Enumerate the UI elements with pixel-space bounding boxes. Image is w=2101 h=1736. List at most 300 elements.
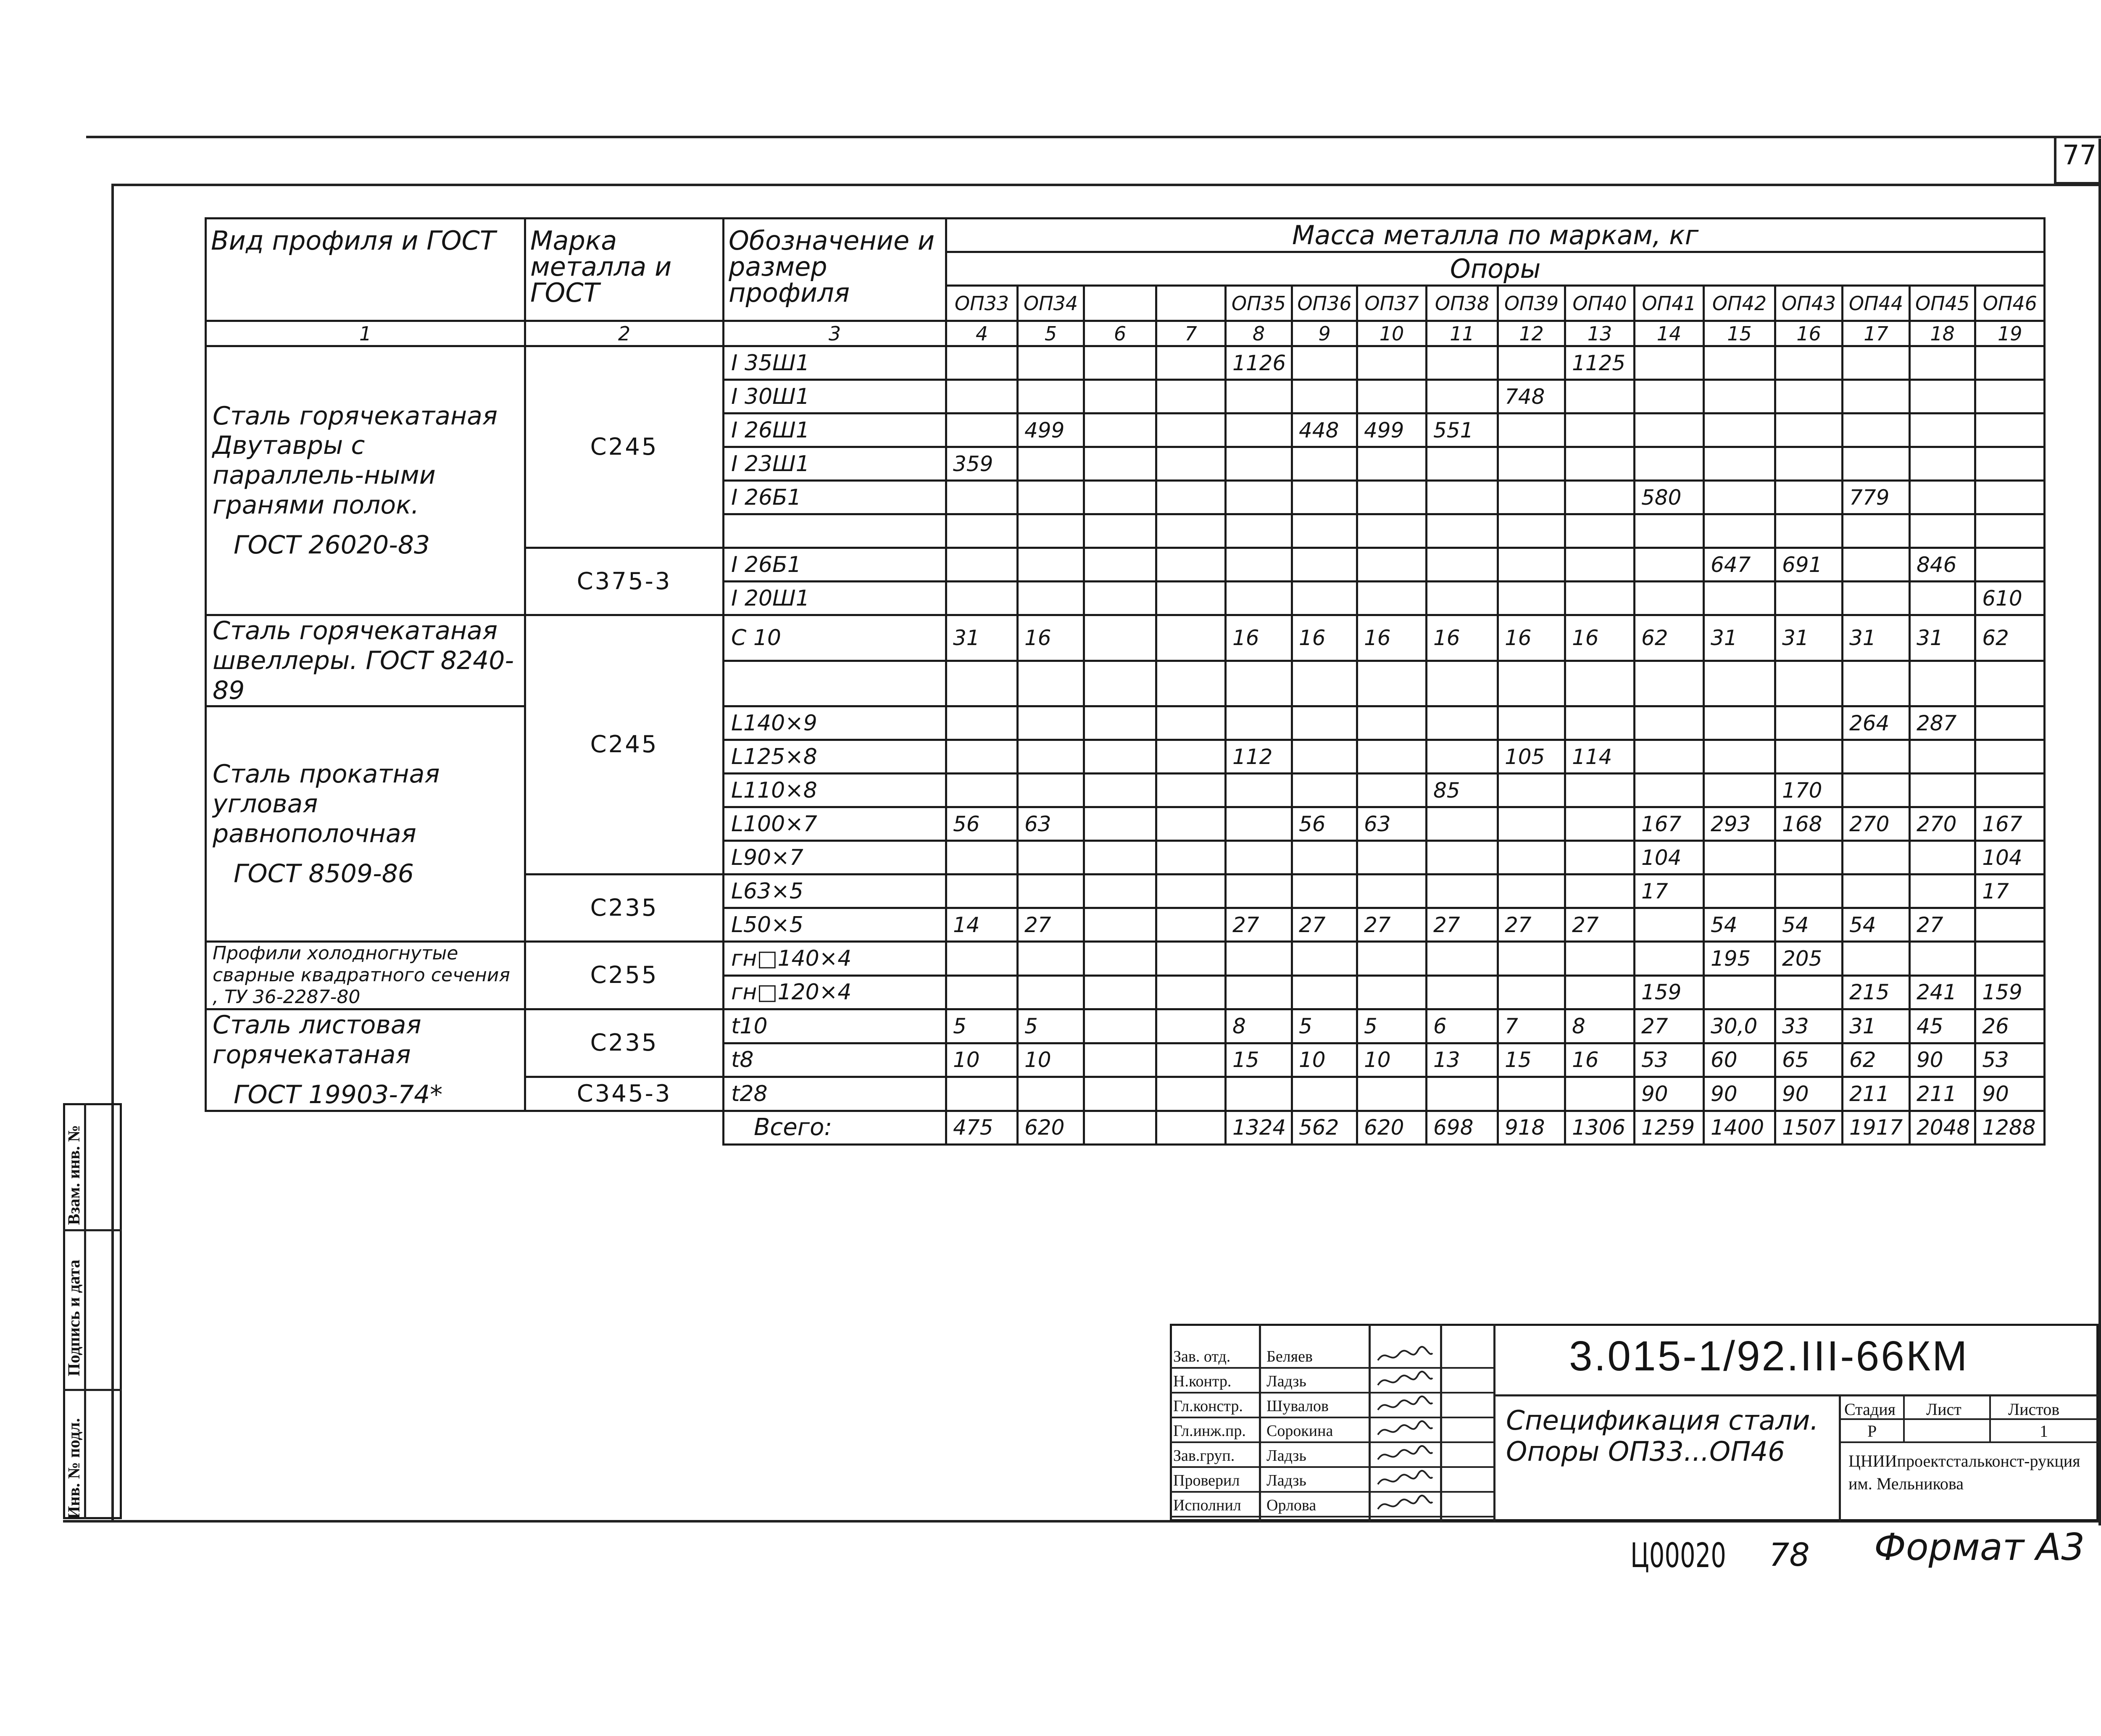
mass-value <box>1084 514 1156 548</box>
page-number-box <box>2054 136 2101 184</box>
tb-name: Ладзь <box>1266 1372 1306 1390</box>
mass-value <box>1018 942 1084 975</box>
mass-value: 30,0 <box>1704 1009 1775 1043</box>
mass-value <box>1226 1077 1292 1111</box>
profile-gost: ГОСТ 8509-86 <box>234 859 414 888</box>
mass-value: 16 <box>1498 615 1565 661</box>
mass-value: 56 <box>946 807 1018 841</box>
total-value: 1324 <box>1226 1111 1292 1144</box>
profile-gost: ГОСТ 19903-74* <box>234 1080 443 1109</box>
mass-value <box>1156 1043 1226 1077</box>
profile-size: I 23Ш1 <box>724 447 946 481</box>
mass-value: 10 <box>1292 1043 1357 1077</box>
mass-value <box>1498 875 1565 908</box>
column-number: 10 <box>1357 321 1427 346</box>
mass-value <box>1018 1077 1084 1111</box>
mass-value: 16 <box>1292 615 1357 661</box>
mass-value: 448 <box>1292 414 1357 447</box>
mass-value <box>1975 514 2045 548</box>
mass-value <box>1635 414 1704 447</box>
mass-value <box>1357 661 1427 706</box>
mass-value <box>1775 661 1843 706</box>
mass-value <box>1292 706 1357 740</box>
mass-value <box>1565 975 1635 1009</box>
tb-name: Беляев <box>1266 1348 1313 1365</box>
mass-value: 31 <box>1843 615 1910 661</box>
mass-value: 27 <box>1427 908 1498 942</box>
mass-value <box>1018 706 1084 740</box>
mass-value <box>1498 942 1565 975</box>
mass-value: 90 <box>1635 1077 1704 1111</box>
mass-value <box>946 841 1018 875</box>
total-label: Всего: <box>724 1111 946 1144</box>
profile-size: L90×7 <box>724 841 946 875</box>
support-name: ОП41 <box>1635 286 1704 321</box>
mass-value <box>946 582 1018 615</box>
mass-value <box>1910 447 1975 481</box>
mass-value <box>1084 1043 1156 1077</box>
mass-value <box>1427 661 1498 706</box>
mass-value <box>1975 414 2045 447</box>
mass-value <box>1018 875 1084 908</box>
support-name: ОП35 <box>1226 286 1292 321</box>
mass-value <box>1565 414 1635 447</box>
spec-table <box>205 217 2046 1146</box>
mass-value <box>1565 706 1635 740</box>
tb-row-line <box>1170 1516 1493 1517</box>
column-number: 16 <box>1775 321 1843 346</box>
mass-value: 170 <box>1775 774 1843 807</box>
grade-cell: С235 <box>525 1009 724 1077</box>
mass-value <box>1084 414 1156 447</box>
tb-stage-val-line <box>1839 1441 2098 1443</box>
mass-value <box>1226 514 1292 548</box>
total-value: 1259 <box>1635 1111 1704 1144</box>
mass-value <box>1635 740 1704 774</box>
signature-mark <box>1376 1445 1435 1467</box>
profile-size: L140×9 <box>724 706 946 740</box>
mass-value <box>1975 740 2045 774</box>
tb-role: Проверил <box>1173 1472 1240 1489</box>
mass-value <box>1156 414 1226 447</box>
mass-value <box>1018 975 1084 1009</box>
mass-value <box>1357 706 1427 740</box>
mass-value <box>1226 380 1292 414</box>
mass-value <box>1565 548 1635 582</box>
mass-value <box>1427 1077 1498 1111</box>
mass-value <box>1427 447 1498 481</box>
mass-value <box>1775 346 1843 380</box>
mass-value <box>1018 841 1084 875</box>
mass-value <box>1704 481 1775 514</box>
signature-mark <box>1376 1395 1435 1418</box>
tb-row-line <box>1170 1417 1493 1418</box>
signature-mark <box>1376 1370 1435 1393</box>
tb-row-line <box>1170 1491 1493 1493</box>
mass-value: 10 <box>1018 1043 1084 1077</box>
mass-value <box>1357 774 1427 807</box>
mass-value <box>1775 975 1843 1009</box>
mass-value <box>1635 942 1704 975</box>
mass-value <box>946 975 1018 1009</box>
tb-role: Гл.констр. <box>1173 1397 1243 1415</box>
mass-value <box>1357 942 1427 975</box>
mass-value: 45 <box>1910 1009 1975 1043</box>
mass-value <box>1775 380 1843 414</box>
tb-name: Ладзь <box>1266 1472 1306 1489</box>
mass-value <box>1156 841 1226 875</box>
support-name <box>1156 286 1226 321</box>
mass-value <box>1843 548 1910 582</box>
mass-value <box>946 514 1018 548</box>
tb-row-line <box>1170 1466 1493 1468</box>
signature-mark <box>1376 1470 1435 1492</box>
mass-value <box>1427 514 1498 548</box>
mass-value <box>1226 875 1292 908</box>
top-border-line <box>86 136 2101 138</box>
mass-value: 359 <box>946 447 1018 481</box>
profile-group-1 <box>206 615 525 706</box>
mass-value: 104 <box>1975 841 2045 875</box>
mass-value <box>1704 841 1775 875</box>
mass-value <box>1357 975 1427 1009</box>
tb-divider-4 <box>1493 1324 1495 1521</box>
mass-value <box>1226 447 1292 481</box>
mass-value <box>1565 1077 1635 1111</box>
mass-value <box>1357 875 1427 908</box>
mass-value: 5 <box>1292 1009 1357 1043</box>
mass-value: 27 <box>1910 908 1975 942</box>
tb-stage-divider <box>1839 1394 1841 1521</box>
column-number: 1 <box>206 321 525 346</box>
support-name: ОП38 <box>1427 286 1498 321</box>
mass-value: 167 <box>1635 807 1704 841</box>
mass-value <box>1357 740 1427 774</box>
total-value: 620 <box>1357 1111 1427 1144</box>
profile-size: L125×8 <box>724 740 946 774</box>
total-value: 918 <box>1498 1111 1565 1144</box>
mass-value <box>1357 514 1427 548</box>
mass-value: 31 <box>946 615 1018 661</box>
mass-value: 17 <box>1975 875 2045 908</box>
mass-value <box>1910 514 1975 548</box>
stage-label: Стадия <box>1844 1400 1896 1419</box>
mass-value <box>1975 447 2045 481</box>
mass-value <box>1704 661 1775 706</box>
mass-value: 195 <box>1704 942 1775 975</box>
mass-value <box>1565 481 1635 514</box>
mass-value: 60 <box>1704 1043 1775 1077</box>
margin-stamp-sep-2 <box>63 1389 122 1391</box>
mass-value <box>1910 875 1975 908</box>
mass-value <box>1910 774 1975 807</box>
mass-value <box>946 414 1018 447</box>
mass-value <box>1427 346 1498 380</box>
mass-value <box>1498 661 1565 706</box>
mass-value: 85 <box>1427 774 1498 807</box>
mass-value <box>1156 875 1226 908</box>
total-value: 562 <box>1292 1111 1357 1144</box>
column-number: 17 <box>1843 321 1910 346</box>
profile-name: Сталь листовая горячекатаная <box>213 1010 421 1070</box>
mass-value: 215 <box>1843 975 1910 1009</box>
mass-value <box>1635 661 1704 706</box>
column-number: 2 <box>525 321 724 346</box>
mass-value <box>1292 481 1357 514</box>
mass-value <box>1427 975 1498 1009</box>
mass-value <box>1084 706 1156 740</box>
profile-size: гн□140×4 <box>724 942 946 975</box>
grade-cell: С235 <box>525 875 724 942</box>
profile-name: Профили холодногнутые сварные квадратного сечения , ТУ 36-2287-80 <box>213 943 510 1008</box>
mass-value <box>1018 380 1084 414</box>
mass-value <box>1156 1009 1226 1043</box>
mass-value: 53 <box>1975 1043 2045 1077</box>
mass-value: 104 <box>1635 841 1704 875</box>
mass-value <box>1843 740 1910 774</box>
mass-value <box>1357 380 1427 414</box>
mass-value: 27 <box>1357 908 1427 942</box>
mass-value: 63 <box>1018 807 1084 841</box>
mass-value <box>1226 414 1292 447</box>
mass-value: 53 <box>1635 1043 1704 1077</box>
mass-value: 748 <box>1498 380 1565 414</box>
mass-value: 691 <box>1775 548 1843 582</box>
mass-value <box>1292 346 1357 380</box>
mass-value: 211 <box>1843 1077 1910 1111</box>
mass-value: 31 <box>1843 1009 1910 1043</box>
mass-value <box>1156 447 1226 481</box>
column-number: 19 <box>1975 321 2045 346</box>
mass-value <box>1018 740 1084 774</box>
mass-value <box>1565 661 1635 706</box>
mass-value <box>1292 514 1357 548</box>
mass-value: 264 <box>1843 706 1910 740</box>
title-block <box>1170 1324 2094 1521</box>
mass-value <box>1292 1077 1357 1111</box>
support-name <box>1084 286 1156 321</box>
mass-value: 90 <box>1775 1077 1843 1111</box>
mass-value <box>946 661 1018 706</box>
column-number: 14 <box>1635 321 1704 346</box>
mass-value: 16 <box>1226 615 1292 661</box>
mass-value <box>1704 346 1775 380</box>
stamp-label-inv: Инв. № подл. <box>64 1418 83 1519</box>
mass-value <box>1427 481 1498 514</box>
mass-value <box>1565 774 1635 807</box>
tb-name: Орлова <box>1266 1496 1316 1514</box>
support-name: ОП42 <box>1704 286 1775 321</box>
mass-value <box>1843 346 1910 380</box>
mass-value <box>1498 514 1565 548</box>
stamp-label-sign: Подпись и дата <box>64 1259 83 1376</box>
total-blank <box>206 1111 724 1144</box>
total-value: 475 <box>946 1111 1018 1144</box>
support-name: ОП36 <box>1292 286 1357 321</box>
mass-value <box>1498 346 1565 380</box>
grade-cell: С245 <box>525 346 724 548</box>
mass-value <box>1156 1077 1226 1111</box>
mass-value <box>1156 380 1226 414</box>
mass-value <box>1843 447 1910 481</box>
mass-value <box>1975 942 2045 975</box>
total-value <box>1156 1111 1226 1144</box>
mass-value: 16 <box>1565 1043 1635 1077</box>
mass-value: 27 <box>1292 908 1357 942</box>
mass-value <box>1498 548 1565 582</box>
tb-name: Ладзь <box>1266 1447 1306 1465</box>
mass-value: 205 <box>1775 942 1843 975</box>
sheets-label: Листов <box>2008 1400 2060 1419</box>
tb-row-line <box>1170 1367 1493 1369</box>
mass-value: 610 <box>1975 582 2045 615</box>
profile-size <box>724 514 946 548</box>
mass-value <box>1775 514 1843 548</box>
mass-value <box>1292 774 1357 807</box>
mass-value: 6 <box>1427 1009 1498 1043</box>
mass-value <box>1565 875 1635 908</box>
mass-value <box>1084 548 1156 582</box>
total-value: 698 <box>1427 1111 1498 1144</box>
mass-value <box>1635 548 1704 582</box>
mass-value <box>1565 582 1635 615</box>
mass-value <box>1565 447 1635 481</box>
mass-value <box>1018 661 1084 706</box>
mass-value <box>1357 447 1427 481</box>
mass-value: 499 <box>1357 414 1427 447</box>
mass-value <box>1156 740 1226 774</box>
mass-value: 16 <box>1357 615 1427 661</box>
column-number: 5 <box>1018 321 1084 346</box>
profile-size: I 26Ш1 <box>724 414 946 447</box>
mass-value <box>1910 582 1975 615</box>
column-number: 11 <box>1427 321 1498 346</box>
mass-value <box>1910 661 1975 706</box>
signature-mark <box>1376 1420 1435 1443</box>
tb-role: Зав.груп. <box>1173 1447 1235 1465</box>
mass-value <box>1084 481 1156 514</box>
mass-value: 8 <box>1565 1009 1635 1043</box>
total-value: 1400 <box>1704 1111 1775 1144</box>
page-number: 77 <box>2062 140 2097 171</box>
tb-name: Шувалов <box>1266 1397 1329 1415</box>
mass-value <box>1775 841 1843 875</box>
total-value <box>1084 1111 1156 1144</box>
mass-value <box>1704 414 1775 447</box>
total-value: 1917 <box>1843 1111 1910 1144</box>
mass-value: 15 <box>1226 1043 1292 1077</box>
mass-value: 27 <box>1018 908 1084 942</box>
mass-value <box>1975 706 2045 740</box>
mass-value <box>1292 582 1357 615</box>
profile-size: t10 <box>724 1009 946 1043</box>
mass-value <box>1775 582 1843 615</box>
frame-top-line <box>111 184 2101 186</box>
column-number: 13 <box>1565 321 1635 346</box>
mass-value: 27 <box>1226 908 1292 942</box>
profile-size: I 26Б1 <box>724 481 946 514</box>
mass-value <box>1635 582 1704 615</box>
mass-value: 293 <box>1704 807 1775 841</box>
profile-size: L50×5 <box>724 908 946 942</box>
mass-value <box>1292 841 1357 875</box>
profile-size: I 30Ш1 <box>724 380 946 414</box>
mass-value <box>1975 346 2045 380</box>
mass-value: 168 <box>1775 807 1843 841</box>
support-name: ОП39 <box>1498 286 1565 321</box>
tb-row-line <box>1170 1392 1493 1394</box>
mass-value <box>1156 548 1226 582</box>
mass-value: 159 <box>1975 975 2045 1009</box>
tb-name: Сорокина <box>1266 1422 1333 1440</box>
mass-value <box>1018 481 1084 514</box>
mass-value <box>1775 447 1843 481</box>
mass-value <box>1843 514 1910 548</box>
mass-value: 112 <box>1226 740 1292 774</box>
mass-value <box>1156 661 1226 706</box>
mass-value: 241 <box>1910 975 1975 1009</box>
mass-value <box>1635 380 1704 414</box>
mass-value: 10 <box>946 1043 1018 1077</box>
mass-value <box>1565 807 1635 841</box>
header-profile: Вид профиля и ГОСТ <box>206 219 525 321</box>
mass-value <box>1018 447 1084 481</box>
mass-value: 159 <box>1635 975 1704 1009</box>
mass-value <box>946 740 1018 774</box>
tb-role: Исполнил <box>1173 1496 1241 1514</box>
mass-value: 31 <box>1704 615 1775 661</box>
grade-cell: С255 <box>525 942 724 1009</box>
mass-value <box>1843 582 1910 615</box>
mass-value <box>1498 774 1565 807</box>
profile-size: I 35Ш1 <box>724 346 946 380</box>
mass-value <box>1975 774 2045 807</box>
column-number: 18 <box>1910 321 1975 346</box>
mass-value <box>1975 908 2045 942</box>
mass-value <box>1910 414 1975 447</box>
mass-value: 846 <box>1910 548 1975 582</box>
mass-value: 287 <box>1910 706 1975 740</box>
signature-mark <box>1376 1346 1435 1368</box>
mass-value <box>946 1077 1018 1111</box>
mass-value <box>1084 807 1156 841</box>
mass-value <box>1910 942 1975 975</box>
mass-value <box>1975 481 2045 514</box>
mass-value <box>1775 706 1843 740</box>
mass-value <box>1084 447 1156 481</box>
mass-value <box>1226 807 1292 841</box>
mass-value <box>1156 582 1226 615</box>
mass-value <box>1843 380 1910 414</box>
mass-value <box>1156 975 1226 1009</box>
mass-value: 5 <box>946 1009 1018 1043</box>
mass-value <box>1565 380 1635 414</box>
profile-size: L63×5 <box>724 875 946 908</box>
mass-value: 105 <box>1498 740 1565 774</box>
mass-value <box>1084 1009 1156 1043</box>
support-name: ОП44 <box>1843 286 1910 321</box>
mass-value <box>1292 740 1357 774</box>
mass-value <box>1018 346 1084 380</box>
mass-value <box>1084 908 1156 942</box>
sheets-value: 1 <box>2040 1422 2048 1441</box>
mass-value <box>1084 346 1156 380</box>
column-number: 4 <box>946 321 1018 346</box>
mass-value <box>1704 740 1775 774</box>
mass-value <box>1635 346 1704 380</box>
mass-value: 90 <box>1704 1077 1775 1111</box>
column-number: 8 <box>1226 321 1292 346</box>
